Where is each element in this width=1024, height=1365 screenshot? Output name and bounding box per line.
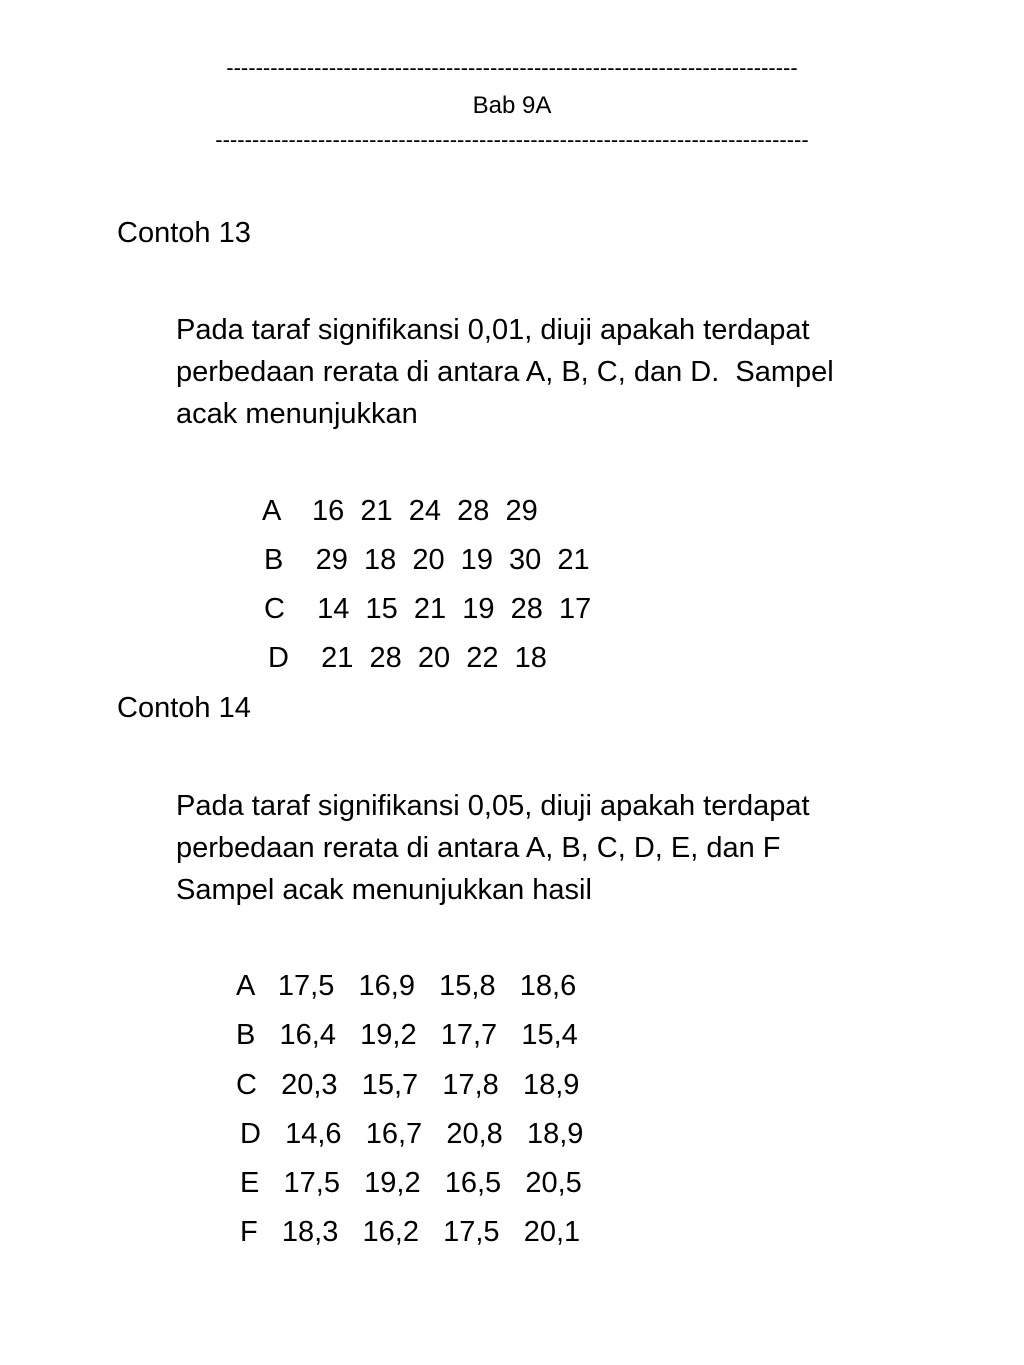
example-13-heading: Contoh 13	[117, 217, 251, 249]
paragraph-line: acak menunjukkan	[176, 398, 418, 430]
paragraph-line: perbedaan rerata di antara A, B, C, D, E, dan F	[176, 832, 781, 864]
sample-row-d: D 21 28 20 22 18	[268, 642, 547, 674]
example-13-paragraph	[176, 309, 976, 435]
example-14-paragraph	[176, 785, 976, 911]
sample-row-b: B 16,4 19,2 17,7 15,4	[236, 1019, 578, 1051]
sample-row-c: C 14 15 21 19 28 17	[264, 593, 592, 625]
sample-row-b: B 29 18 20 19 30 21	[264, 544, 590, 576]
paragraph-line: Pada taraf signifikansi 0,01, diuji apakah terdapat	[176, 314, 810, 346]
paragraph-line: Pada taraf signifikansi 0,05, diuji apakah terdapat	[176, 790, 810, 822]
sample-row-a: A 16 21 24 28 29	[262, 495, 538, 527]
sample-row-e: E 17,5 19,2 16,5 20,5	[240, 1167, 582, 1199]
paragraph-line: perbedaan rerata di antara A, B, C, dan D. Sampel	[176, 356, 834, 388]
sample-row-c: C 20,3 15,7 17,8 18,9	[236, 1069, 580, 1101]
chapter-title: Bab 9A	[472, 92, 552, 119]
paragraph-line: Sampel acak menunjukkan hasil	[176, 874, 592, 906]
sample-row-d: D 14,6 16,7 20,8 18,9	[240, 1118, 584, 1150]
sample-row-f: F 18,3 16,2 17,5 20,1	[240, 1216, 581, 1248]
sample-row-a: A 17,5 16,9 15,8 18,6	[236, 970, 577, 1002]
top-dashed-rule: ------------------------------------------------------------------------------	[226, 55, 798, 80]
example-14-heading: Contoh 14	[117, 692, 251, 724]
bottom-dashed-rule: ---------------------------------------------------------------------------------	[215, 127, 809, 152]
